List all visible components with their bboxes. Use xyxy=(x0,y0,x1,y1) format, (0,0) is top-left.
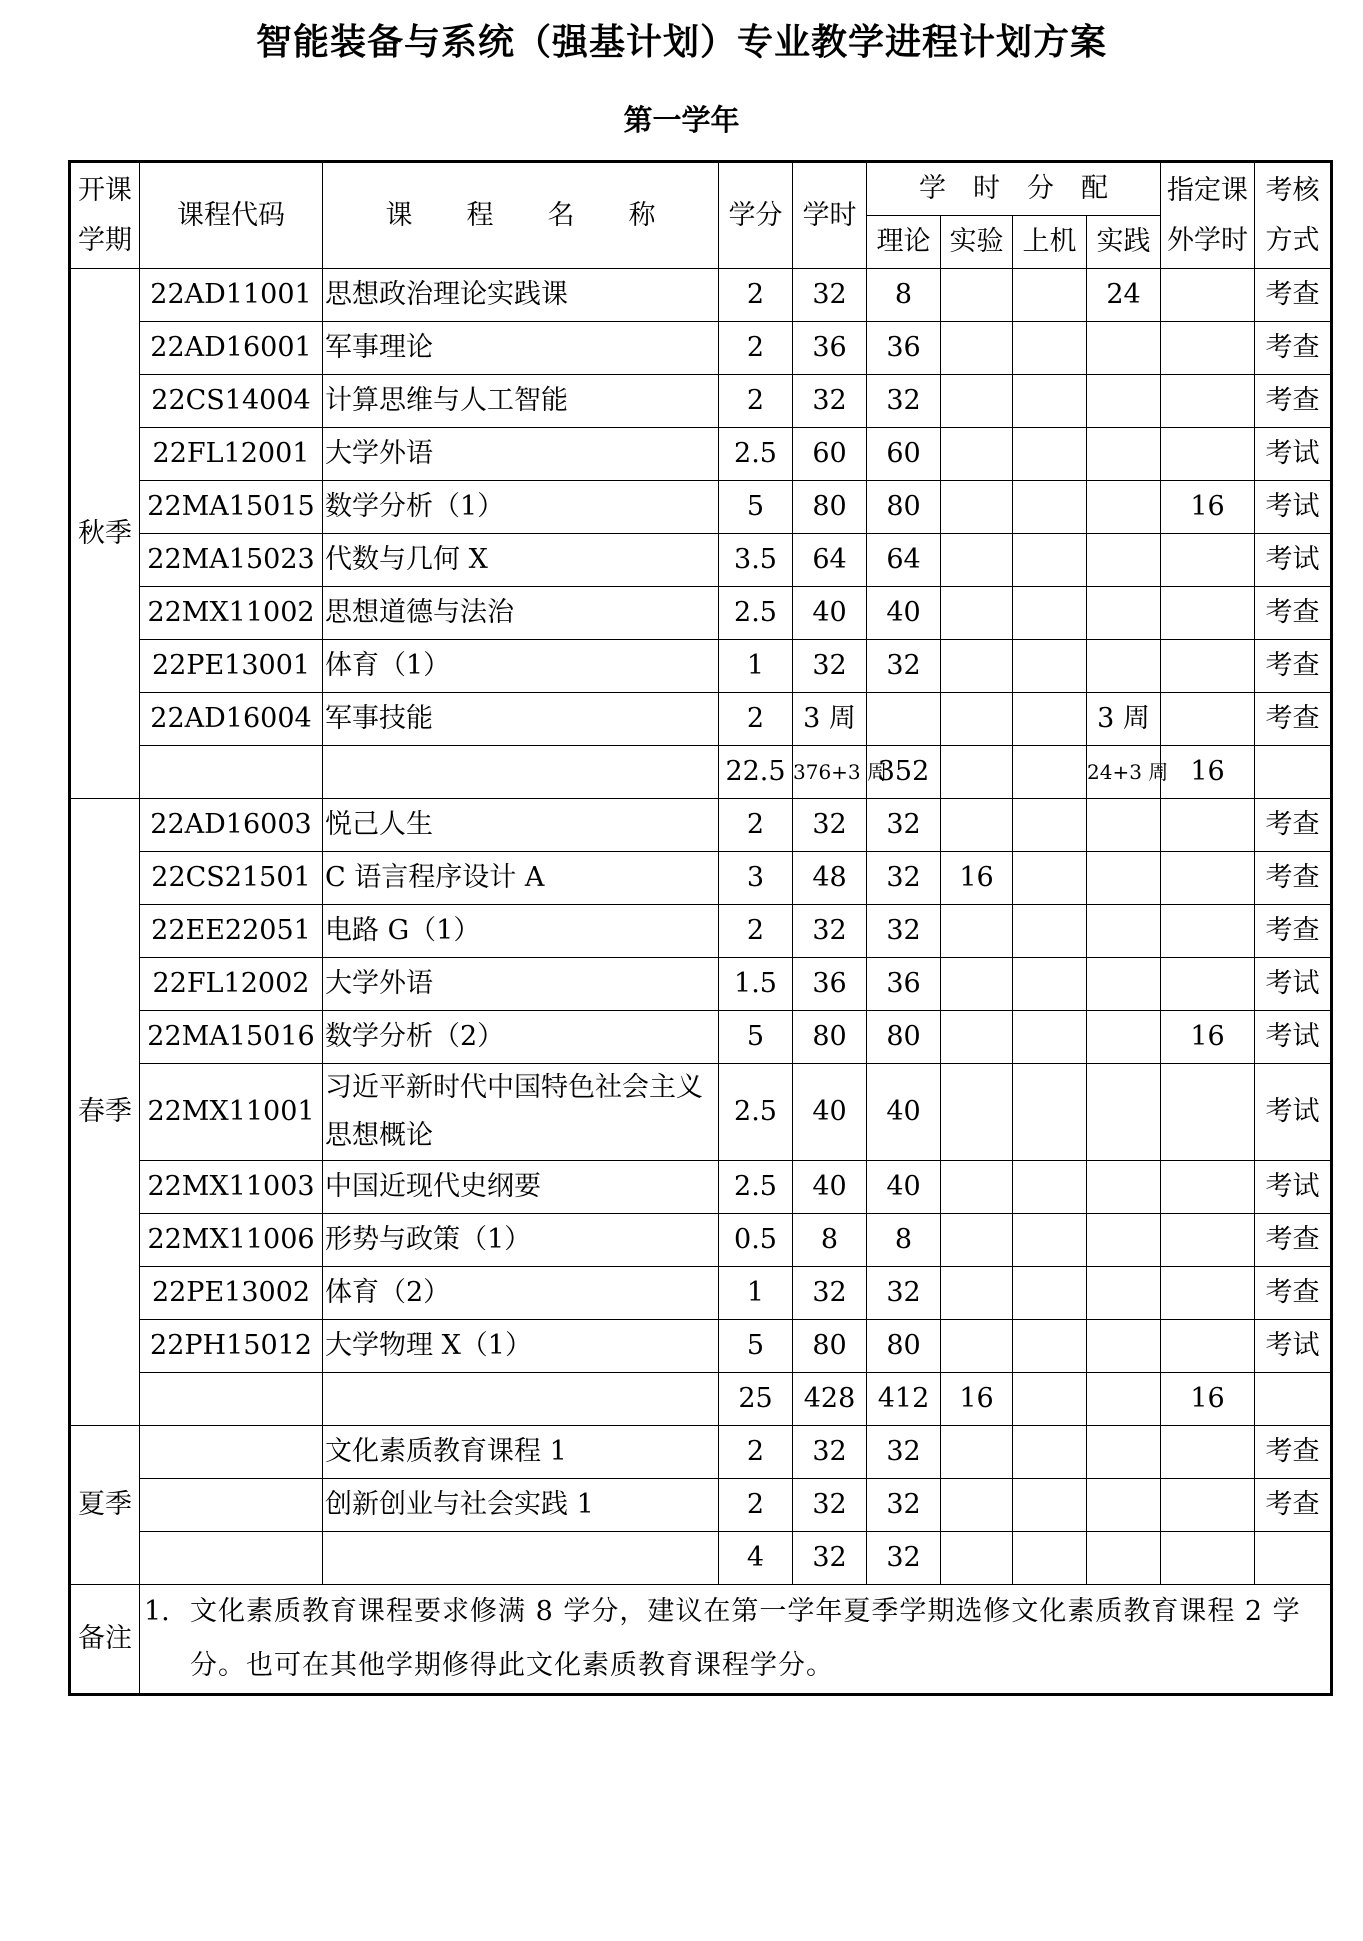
cell-credits: 5 xyxy=(719,481,793,534)
total-theory: 412 xyxy=(867,1373,941,1426)
cell-extra xyxy=(1161,640,1255,693)
cell-extra xyxy=(1161,1320,1255,1373)
cell-hours: 8 xyxy=(793,1214,867,1267)
cell-extra xyxy=(1161,958,1255,1011)
cell-extra xyxy=(1161,1426,1255,1479)
cell-hours: 3 周 xyxy=(793,693,867,746)
cell-computer xyxy=(1013,852,1087,905)
cell-theory: 32 xyxy=(867,852,941,905)
cell-extra xyxy=(1161,1479,1255,1532)
cell-practice xyxy=(1087,852,1161,905)
cell-theory: 32 xyxy=(867,1479,941,1532)
cell-exam: 考查 xyxy=(1255,375,1332,428)
total-theory: 32 xyxy=(867,1532,941,1585)
cell-credits: 2.5 xyxy=(719,1064,793,1161)
cell-practice xyxy=(1087,534,1161,587)
header-experiment: 实验 xyxy=(941,216,1013,269)
total-extra: 16 xyxy=(1161,746,1255,799)
cell-hours: 80 xyxy=(793,1320,867,1373)
cell-theory: 80 xyxy=(867,1011,941,1064)
header-computer: 上机 xyxy=(1013,216,1087,269)
total-computer xyxy=(1013,746,1087,799)
course-plan-table xyxy=(68,160,1333,1696)
total-practice xyxy=(1087,1373,1161,1426)
cell-experiment xyxy=(941,1161,1013,1214)
header-theory: 理论 xyxy=(867,216,941,269)
cell-code: 22MA15015 xyxy=(140,481,323,534)
cell-exam: 考查 xyxy=(1255,640,1332,693)
cell-credits: 2 xyxy=(719,375,793,428)
cell-practice xyxy=(1087,799,1161,852)
table-row xyxy=(70,905,1332,958)
cell-exam: 考查 xyxy=(1255,1214,1332,1267)
table-body xyxy=(70,269,1332,1585)
cell-exam: 考试 xyxy=(1255,1011,1332,1064)
term-total-row xyxy=(70,1373,1332,1426)
cell-code: 22AD11001 xyxy=(140,269,323,322)
cell-theory: 8 xyxy=(867,1214,941,1267)
cell-practice xyxy=(1087,1267,1161,1320)
cell-computer xyxy=(1013,958,1087,1011)
cell-hours: 40 xyxy=(793,1064,867,1161)
total-hours: 376+3 周 xyxy=(793,746,867,799)
cell-credits: 2 xyxy=(719,1479,793,1532)
cell-theory: 32 xyxy=(867,1267,941,1320)
term-label: 春季 xyxy=(70,799,140,1426)
cell-code: 22PE13001 xyxy=(140,640,323,693)
cell-extra xyxy=(1161,693,1255,746)
cell-code: 22CS21501 xyxy=(140,852,323,905)
total-name xyxy=(323,1373,719,1426)
cell-computer xyxy=(1013,269,1087,322)
cell-experiment xyxy=(941,534,1013,587)
cell-hours: 32 xyxy=(793,905,867,958)
cell-exam: 考查 xyxy=(1255,852,1332,905)
cell-computer xyxy=(1013,1161,1087,1214)
table-row xyxy=(70,1161,1332,1214)
cell-credits: 2 xyxy=(719,1426,793,1479)
total-experiment xyxy=(941,1532,1013,1585)
total-credits: 25 xyxy=(719,1373,793,1426)
table-row xyxy=(70,375,1332,428)
cell-theory: 40 xyxy=(867,587,941,640)
cell-credits: 2 xyxy=(719,322,793,375)
cell-hours: 40 xyxy=(793,587,867,640)
term-label: 秋季 xyxy=(70,269,140,799)
cell-practice xyxy=(1087,1011,1161,1064)
cell-name: 数学分析（2） xyxy=(323,1011,719,1064)
total-practice xyxy=(1087,1532,1161,1585)
cell-credits: 2 xyxy=(719,269,793,322)
cell-name: 军事理论 xyxy=(323,322,719,375)
cell-code: 22EE22051 xyxy=(140,905,323,958)
cell-code: 22MA15023 xyxy=(140,534,323,587)
cell-computer xyxy=(1013,428,1087,481)
cell-practice xyxy=(1087,375,1161,428)
cell-name: 体育（2） xyxy=(323,1267,719,1320)
cell-theory: 32 xyxy=(867,1426,941,1479)
header-extra: 指定课 外学时 xyxy=(1161,162,1255,269)
cell-theory: 36 xyxy=(867,958,941,1011)
cell-extra xyxy=(1161,799,1255,852)
table-row xyxy=(70,799,1332,852)
cell-name: 体育（1） xyxy=(323,640,719,693)
cell-hours: 36 xyxy=(793,322,867,375)
cell-exam: 考查 xyxy=(1255,1267,1332,1320)
note-item xyxy=(140,1585,1330,1693)
cell-name: 军事技能 xyxy=(323,693,719,746)
cell-code: 22PE13002 xyxy=(140,1267,323,1320)
section-subtitle: 第一学年 xyxy=(623,103,740,137)
header-alloc: 学 时 分 配 xyxy=(867,162,1161,216)
header-practice: 实践 xyxy=(1087,216,1161,269)
cell-computer xyxy=(1013,693,1087,746)
cell-practice xyxy=(1087,905,1161,958)
cell-experiment xyxy=(941,428,1013,481)
table-row xyxy=(70,640,1332,693)
cell-exam: 考查 xyxy=(1255,587,1332,640)
cell-code: 22MX11006 xyxy=(140,1214,323,1267)
table-row xyxy=(70,1426,1332,1479)
cell-experiment xyxy=(941,905,1013,958)
cell-theory: 32 xyxy=(867,640,941,693)
total-extra xyxy=(1161,1532,1255,1585)
cell-experiment: 16 xyxy=(941,852,1013,905)
cell-experiment xyxy=(941,1320,1013,1373)
cell-computer xyxy=(1013,534,1087,587)
table-row xyxy=(70,1214,1332,1267)
cell-hours: 32 xyxy=(793,1479,867,1532)
cell-credits: 2 xyxy=(719,799,793,852)
cell-exam: 考查 xyxy=(1255,693,1332,746)
cell-credits: 1.5 xyxy=(719,958,793,1011)
total-name xyxy=(323,1532,719,1585)
note-text: 文化素质教育课程要求修满 8 学分，建议在第一学年夏季学期选修文化素质教育课程 2 学分。也可在其他学期修得此文化素质教育课程学分。 xyxy=(190,1596,1301,1681)
cell-credits: 0.5 xyxy=(719,1214,793,1267)
cell-practice xyxy=(1087,1320,1161,1373)
cell-name: 计算思维与人工智能 xyxy=(323,375,719,428)
cell-extra xyxy=(1161,428,1255,481)
notes-section xyxy=(70,1585,1332,1695)
cell-extra: 16 xyxy=(1161,481,1255,534)
total-code xyxy=(140,1532,323,1585)
table-row xyxy=(70,481,1332,534)
cell-name: 文化素质教育课程 1 xyxy=(323,1426,719,1479)
cell-hours: 60 xyxy=(793,428,867,481)
cell-hours: 80 xyxy=(793,481,867,534)
cell-hours: 32 xyxy=(793,1426,867,1479)
header-name: 课 程 名 称 xyxy=(323,162,719,269)
cell-name: 形势与政策（1） xyxy=(323,1214,719,1267)
cell-name: 大学物理 X（1） xyxy=(323,1320,719,1373)
cell-extra: 16 xyxy=(1161,1011,1255,1064)
header-row-1 xyxy=(70,162,1332,216)
cell-computer xyxy=(1013,481,1087,534)
cell-exam: 考查 xyxy=(1255,269,1332,322)
total-theory: 352 xyxy=(867,746,941,799)
cell-practice xyxy=(1087,1064,1161,1161)
cell-computer xyxy=(1013,1011,1087,1064)
term-total-row xyxy=(70,746,1332,799)
cell-computer xyxy=(1013,799,1087,852)
page-title: 智能装备与系统（强基计划）专业教学进程计划方案 xyxy=(255,22,1107,63)
cell-hours: 32 xyxy=(793,799,867,852)
cell-exam: 考查 xyxy=(1255,799,1332,852)
cell-hours: 32 xyxy=(793,375,867,428)
total-experiment xyxy=(941,746,1013,799)
header-code: 课程代码 xyxy=(140,162,323,269)
cell-exam: 考查 xyxy=(1255,1479,1332,1532)
cell-hours: 32 xyxy=(793,269,867,322)
cell-experiment xyxy=(941,693,1013,746)
cell-hours: 32 xyxy=(793,1267,867,1320)
notes-row xyxy=(70,1585,1332,1695)
cell-extra xyxy=(1161,1214,1255,1267)
table-row xyxy=(70,587,1332,640)
cell-credits: 2 xyxy=(719,693,793,746)
cell-experiment xyxy=(941,1064,1013,1161)
cell-computer xyxy=(1013,1214,1087,1267)
total-hours: 32 xyxy=(793,1532,867,1585)
cell-hours: 80 xyxy=(793,1011,867,1064)
cell-theory: 32 xyxy=(867,799,941,852)
cell-theory: 40 xyxy=(867,1064,941,1161)
cell-extra xyxy=(1161,534,1255,587)
cell-extra xyxy=(1161,375,1255,428)
cell-computer xyxy=(1013,1320,1087,1373)
cell-experiment xyxy=(941,269,1013,322)
cell-credits: 1 xyxy=(719,640,793,693)
header-term: 开课 学期 xyxy=(70,162,140,269)
cell-name: 代数与几何 X xyxy=(323,534,719,587)
cell-extra xyxy=(1161,269,1255,322)
cell-exam: 考查 xyxy=(1255,1426,1332,1479)
cell-practice xyxy=(1087,1214,1161,1267)
cell-practice xyxy=(1087,428,1161,481)
cell-extra xyxy=(1161,1064,1255,1161)
cell-name: 思想道德与法治 xyxy=(323,587,719,640)
table-row xyxy=(70,1011,1332,1064)
cell-credits: 1 xyxy=(719,1267,793,1320)
cell-practice xyxy=(1087,587,1161,640)
cell-experiment xyxy=(941,1426,1013,1479)
cell-code: 22AD16003 xyxy=(140,799,323,852)
cell-practice xyxy=(1087,958,1161,1011)
total-computer xyxy=(1013,1373,1087,1426)
cell-code: 22MA15016 xyxy=(140,1011,323,1064)
cell-practice xyxy=(1087,322,1161,375)
cell-experiment xyxy=(941,322,1013,375)
cell-code: 22PH15012 xyxy=(140,1320,323,1373)
notes-cell xyxy=(140,1585,1332,1695)
cell-credits: 2.5 xyxy=(719,587,793,640)
cell-exam: 考试 xyxy=(1255,428,1332,481)
table-row xyxy=(70,322,1332,375)
cell-code: 22MX11002 xyxy=(140,587,323,640)
cell-experiment xyxy=(941,1011,1013,1064)
cell-exam: 考试 xyxy=(1255,1320,1332,1373)
cell-extra xyxy=(1161,587,1255,640)
cell-name: C 语言程序设计 A xyxy=(323,852,719,905)
cell-experiment xyxy=(941,481,1013,534)
cell-exam: 考查 xyxy=(1255,905,1332,958)
total-exam xyxy=(1255,746,1332,799)
cell-credits: 3 xyxy=(719,852,793,905)
cell-name: 大学外语 xyxy=(323,428,719,481)
cell-code xyxy=(140,1426,323,1479)
total-experiment: 16 xyxy=(941,1373,1013,1426)
cell-experiment xyxy=(941,1214,1013,1267)
cell-theory: 80 xyxy=(867,481,941,534)
cell-credits: 3.5 xyxy=(719,534,793,587)
cell-experiment xyxy=(941,958,1013,1011)
cell-code: 22FL12002 xyxy=(140,958,323,1011)
cell-practice xyxy=(1087,1479,1161,1532)
table-row xyxy=(70,1267,1332,1320)
cell-computer xyxy=(1013,640,1087,693)
cell-name: 悦己人生 xyxy=(323,799,719,852)
cell-name: 大学外语 xyxy=(323,958,719,1011)
table-row xyxy=(70,1320,1332,1373)
cell-code: 22MX11003 xyxy=(140,1161,323,1214)
cell-exam: 考查 xyxy=(1255,322,1332,375)
table-row xyxy=(70,534,1332,587)
cell-credits: 5 xyxy=(719,1320,793,1373)
cell-practice xyxy=(1087,640,1161,693)
cell-credits: 2.5 xyxy=(719,1161,793,1214)
cell-name: 中国近现代史纲要 xyxy=(323,1161,719,1214)
cell-computer xyxy=(1013,1267,1087,1320)
cell-code: 22FL12001 xyxy=(140,428,323,481)
cell-code: 22MX11001 xyxy=(140,1064,323,1161)
header-exam: 考核 方式 xyxy=(1255,162,1332,269)
total-code xyxy=(140,746,323,799)
cell-code xyxy=(140,1479,323,1532)
cell-credits: 5 xyxy=(719,1011,793,1064)
cell-experiment xyxy=(941,640,1013,693)
cell-computer xyxy=(1013,905,1087,958)
cell-experiment xyxy=(941,1267,1013,1320)
cell-name: 习近平新时代中国特色社会主义思想概论 xyxy=(323,1064,719,1161)
table-row xyxy=(70,958,1332,1011)
cell-extra xyxy=(1161,905,1255,958)
cell-name: 创新创业与社会实践 1 xyxy=(323,1479,719,1532)
cell-name: 电路 G（1） xyxy=(323,905,719,958)
cell-practice xyxy=(1087,1426,1161,1479)
cell-practice: 24 xyxy=(1087,269,1161,322)
cell-theory: 64 xyxy=(867,534,941,587)
cell-theory: 36 xyxy=(867,322,941,375)
cell-experiment xyxy=(941,375,1013,428)
total-extra: 16 xyxy=(1161,1373,1255,1426)
total-credits: 4 xyxy=(719,1532,793,1585)
term-label: 夏季 xyxy=(70,1426,140,1585)
cell-theory: 80 xyxy=(867,1320,941,1373)
total-hours: 428 xyxy=(793,1373,867,1426)
header-hours: 学时 xyxy=(793,162,867,269)
cell-exam: 考试 xyxy=(1255,1064,1332,1161)
cell-theory: 32 xyxy=(867,375,941,428)
cell-theory: 32 xyxy=(867,905,941,958)
header-credits: 学分 xyxy=(719,162,793,269)
cell-practice: 3 周 xyxy=(1087,693,1161,746)
cell-computer xyxy=(1013,1426,1087,1479)
table-row xyxy=(70,1479,1332,1532)
cell-computer xyxy=(1013,587,1087,640)
cell-exam: 考试 xyxy=(1255,1161,1332,1214)
cell-experiment xyxy=(941,1479,1013,1532)
cell-exam: 考试 xyxy=(1255,958,1332,1011)
cell-theory: 60 xyxy=(867,428,941,481)
cell-theory: 40 xyxy=(867,1161,941,1214)
table-row xyxy=(70,428,1332,481)
table-row xyxy=(70,1064,1332,1161)
table-row xyxy=(70,693,1332,746)
cell-exam: 考试 xyxy=(1255,534,1332,587)
cell-theory: 8 xyxy=(867,269,941,322)
cell-credits: 2.5 xyxy=(719,428,793,481)
cell-practice xyxy=(1087,1161,1161,1214)
total-practice: 24+3 周 xyxy=(1087,746,1161,799)
cell-code: 22AD16004 xyxy=(140,693,323,746)
cell-computer xyxy=(1013,375,1087,428)
cell-hours: 64 xyxy=(793,534,867,587)
total-exam xyxy=(1255,1532,1332,1585)
cell-hours: 36 xyxy=(793,958,867,1011)
total-exam xyxy=(1255,1373,1332,1426)
cell-computer xyxy=(1013,1479,1087,1532)
total-computer xyxy=(1013,1532,1087,1585)
cell-exam: 考试 xyxy=(1255,481,1332,534)
cell-practice xyxy=(1087,481,1161,534)
cell-hours: 32 xyxy=(793,640,867,693)
table-row xyxy=(70,852,1332,905)
cell-computer xyxy=(1013,322,1087,375)
total-code xyxy=(140,1373,323,1426)
cell-code: 22AD16001 xyxy=(140,322,323,375)
cell-computer xyxy=(1013,1064,1087,1161)
cell-hours: 40 xyxy=(793,1161,867,1214)
cell-experiment xyxy=(941,587,1013,640)
cell-extra xyxy=(1161,322,1255,375)
table-row xyxy=(70,269,1332,322)
cell-name: 思想政治理论实践课 xyxy=(323,269,719,322)
cell-extra xyxy=(1161,1267,1255,1320)
cell-hours: 48 xyxy=(793,852,867,905)
notes-label: 备注 xyxy=(70,1585,140,1695)
cell-code: 22CS14004 xyxy=(140,375,323,428)
cell-extra xyxy=(1161,1161,1255,1214)
total-name xyxy=(323,746,719,799)
cell-name: 数学分析（1） xyxy=(323,481,719,534)
cell-credits: 2 xyxy=(719,905,793,958)
total-credits: 22.5 xyxy=(719,746,793,799)
term-total-row xyxy=(70,1532,1332,1585)
cell-extra xyxy=(1161,852,1255,905)
cell-experiment xyxy=(941,799,1013,852)
cell-theory xyxy=(867,693,941,746)
note-number: 1. xyxy=(144,1596,170,1627)
